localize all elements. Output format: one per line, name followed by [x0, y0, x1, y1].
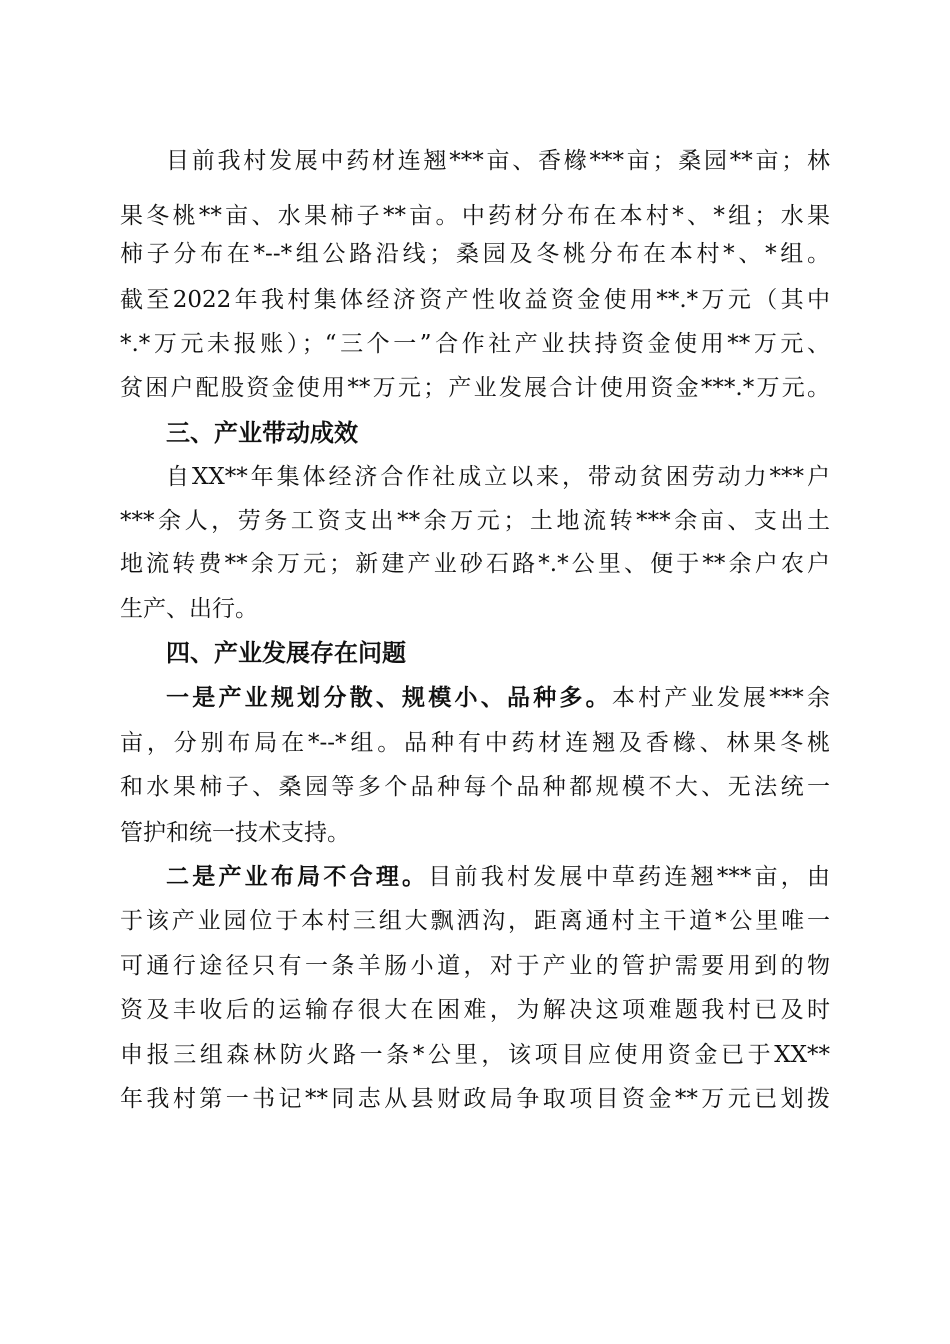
paragraph-line: 申报三组森林防火路一条*公里，该项目应使用资金已于XX**: [120, 1042, 830, 1068]
paragraph-line: 于该产业园位于本村三组大飘洒沟，距离通村主干道*公里唯一: [120, 908, 830, 934]
paragraph-line: 截至2022年我村集体经济资产性收益资金使用**.*万元（其中: [120, 287, 830, 313]
item-1-first-rest: 本村产业发展***余: [611, 685, 831, 711]
section-heading-3: 三、产业带动成效: [166, 419, 358, 447]
paragraph-line: 资及丰收后的运输存很大在困难，为解决这项难题我村已及时: [120, 997, 830, 1023]
paragraph-line: 可通行途径只有一条羊肠小道，对于产业的管护需要用到的物: [120, 953, 830, 979]
paragraph-line: 地流转费**余万元；新建产业砂石路*.*公里、便于**余户农户: [120, 551, 830, 577]
section-heading-4: 四、产业发展存在问题: [166, 639, 406, 667]
paragraph-line: 目前我村发展中药材连翘***亩、香橼***亩；桑园**亩；林: [166, 148, 830, 174]
paragraph-line: 管护和统一技术支持。: [120, 820, 350, 846]
paragraph-line: 和水果柿子、桑园等多个品种每个品种都规模不大、无法统一: [120, 774, 830, 800]
paragraph-line: 自XX**年集体经济合作社成立以来，带动贫困劳动力***户: [166, 464, 830, 490]
paragraph-line: ***余人，劳务工资支出**余万元；土地流转***余亩、支出土: [120, 508, 830, 534]
paragraph-line: *.*万元未报账）；“三个一”合作社产业扶持资金使用**万元、: [120, 331, 830, 357]
paragraph-line: 生产、出行。: [120, 596, 258, 622]
item-1-first-line: [166, 683, 830, 713]
item-2-lead: 二是产业布局不合理。: [166, 864, 429, 890]
paragraph-line: 柿子分布在*--*组公路沿线；桑园及冬桃分布在本村*、*组。: [120, 241, 830, 267]
paragraph-line: 年我村第一书记**同志从县财政局争取项目资金**万元已划拨: [120, 1086, 830, 1112]
item-2-first-line: [166, 862, 830, 892]
paragraph-line: 亩，分别布局在*--*组。品种有中药材连翘及香橼、林果冬桃: [120, 730, 830, 756]
paragraph-line: 贫困户配股资金使用**万元；产业发展合计使用资金***.*万元。: [120, 375, 830, 401]
item-2-first-rest: 目前我村发展中草药连翘***亩，由: [428, 864, 831, 890]
item-1-lead: 一是产业规划分散、规模小、品种多。: [166, 685, 612, 711]
paragraph-line: 果冬桃**亩、水果柿子**亩。中药材分布在本村*、*组；水果: [120, 203, 830, 229]
